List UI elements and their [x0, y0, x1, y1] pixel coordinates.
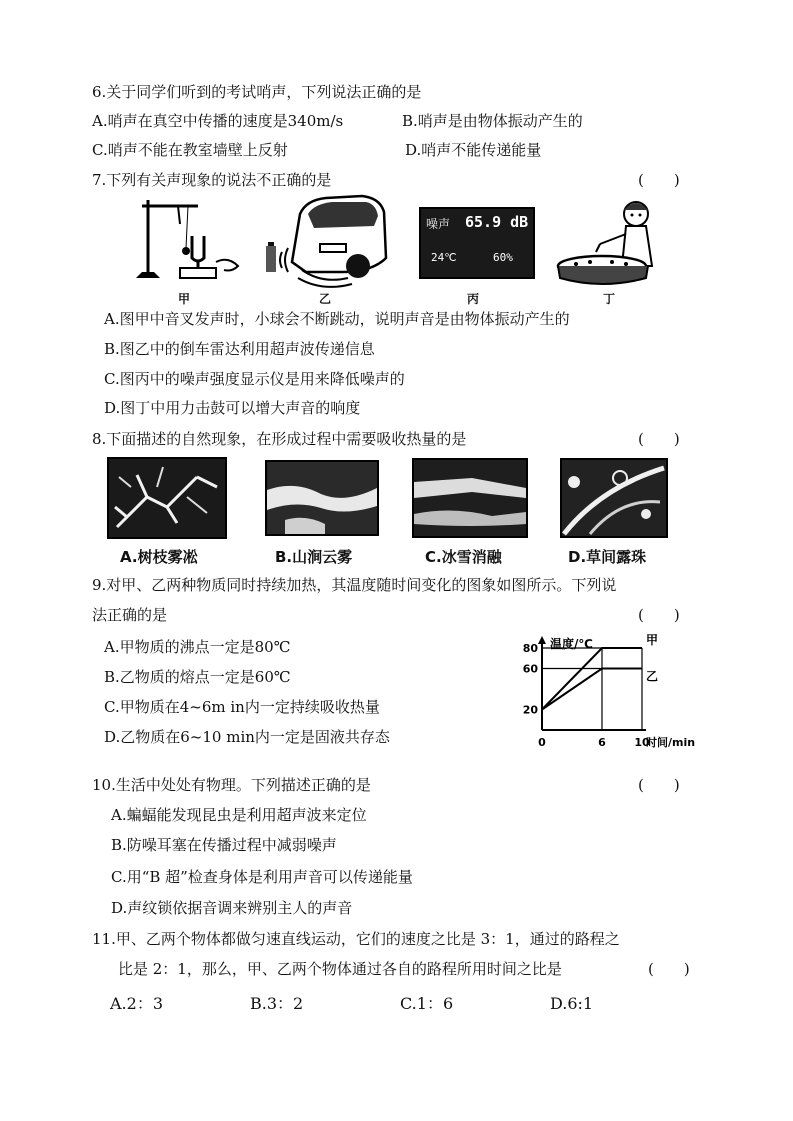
q11-option-d: D.6:1 [550, 994, 594, 1013]
q8-caption-b: B.山涧云雾 [275, 548, 353, 566]
display-temperature: 24℃ [431, 251, 457, 264]
display-noise-label: 噪声 [426, 217, 451, 231]
q7-option-d: D.图丁中用力击鼓可以增大声音的响度 [104, 399, 361, 417]
x-tick-label: 10 [634, 736, 650, 749]
q11-stem-line1: 11.甲、乙两个物体都做匀速直线运动，它们的速度之比是 3：1，通过的路程之 [92, 930, 620, 948]
drum-figure [556, 196, 664, 286]
q7-option-b: B.图乙中的倒车雷达利用超声波传递信息 [104, 340, 375, 358]
noise-display-figure [419, 207, 535, 279]
q6-option-b: B.哨声是由物体振动产生的 [402, 112, 583, 130]
q10-option-a: A.蝙蝠能发现昆虫是利用超声波来定位 [111, 806, 367, 824]
q6-option-d: D.哨声不能传递能量 [405, 141, 542, 159]
q11-option-a: A.2：3 [110, 994, 164, 1013]
y-tick-label: 60 [522, 662, 538, 676]
q8-answer-bracket: ( ) [638, 430, 680, 448]
q9-option-c: C.甲物质在4~6m in内一定持续吸收热量 [104, 698, 380, 716]
q7-option-a: A.图甲中音叉发声时，小球会不断跳动，说明声音是由物体振动产生的 [104, 310, 570, 328]
q8-caption-c: C.冰雪消融 [425, 548, 502, 566]
q8-stem: 8.下面描述的自然现象，在形成过程中需要吸收热量的是 [92, 430, 467, 448]
q8-caption-a: A.树枝雾凇 [120, 548, 198, 566]
melting-snow-photo [412, 458, 528, 538]
valley-cloud-photo [265, 460, 379, 536]
y-axis-label: 温度/℃ [550, 637, 593, 651]
display-db-reading: 65.9 dB [465, 213, 529, 231]
q8-caption-d: D.草间露珠 [568, 548, 647, 566]
q10-option-b: B.防噪耳塞在传播过程中减弱噪声 [111, 836, 337, 854]
q7-caption-jia: 甲 [178, 292, 191, 306]
x-tick-label: 6 [598, 736, 606, 749]
series-label: 乙 [646, 669, 659, 684]
q9-option-d: D.乙物质在6~10 min内一定是固液共存态 [104, 728, 390, 746]
q6-option-a: A.哨声在真空中传播的速度是340m/s [92, 112, 344, 130]
y-axis-arrow [538, 636, 546, 644]
q7-answer-bracket: ( ) [638, 171, 680, 189]
q11-option-c: C.1：6 [400, 994, 454, 1013]
q6-stem: 6.关于同学们听到的考试哨声，下列说法正确的是 [92, 83, 422, 101]
q11-stem-line2: 比是 2：1，那么，甲、乙两个物体通过各自的路程所用时间之比是 [118, 960, 562, 978]
q10-answer-bracket: ( ) [638, 776, 680, 794]
q9-stem-line2: 法正确的是 [92, 606, 168, 624]
q9-option-b: B.乙物质的熔点一定是60℃ [104, 668, 291, 686]
q7-caption-yi: 乙 [319, 292, 332, 306]
series-label: 甲 [646, 633, 659, 647]
series-line-1 [542, 669, 642, 710]
q10-option-d: D.声纹锁依据音调来辨别主人的声音 [111, 899, 353, 917]
q7-option-c: C.图丙中的噪声强度显示仪是用来降低噪声的 [104, 370, 405, 388]
y-tick-label: 80 [522, 642, 538, 655]
x-tick-label: 0 [538, 736, 546, 749]
temperature-time-chart [522, 628, 732, 752]
q10-option-c: C.用“B 超”检查身体是利用声音可以传递能量 [111, 868, 413, 886]
q9-stem-line1: 9.对甲、乙两种物质同时持续加热，其温度随时间变化的图象如图所示。下列说 [92, 576, 617, 594]
q11-answer-bracket: ( ) [648, 960, 690, 978]
q9-option-a: A.甲物质的沸点一定是80℃ [104, 638, 291, 656]
q9-answer-bracket: ( ) [638, 606, 680, 624]
q11-option-b: B.3：2 [250, 994, 304, 1013]
x-axis-label: 时间/min [646, 736, 696, 749]
q6-option-c: C.哨声不能在教室墙壁上反射 [92, 141, 288, 159]
tuning-fork-figure [128, 196, 243, 286]
q7-caption-ding: 丁 [603, 292, 616, 306]
rime-photo [107, 457, 227, 539]
q7-caption-bing: 丙 [467, 292, 480, 306]
car-radar-figure [262, 192, 392, 288]
display-humidity: 60% [493, 251, 513, 264]
dewdrop-photo [560, 458, 668, 538]
y-tick-label: 20 [522, 703, 538, 717]
q10-stem: 10.生活中处处有物理。下列描述正确的是 [92, 776, 371, 794]
q7-stem: 7.下列有关声现象的说法不正确的是 [92, 171, 332, 189]
